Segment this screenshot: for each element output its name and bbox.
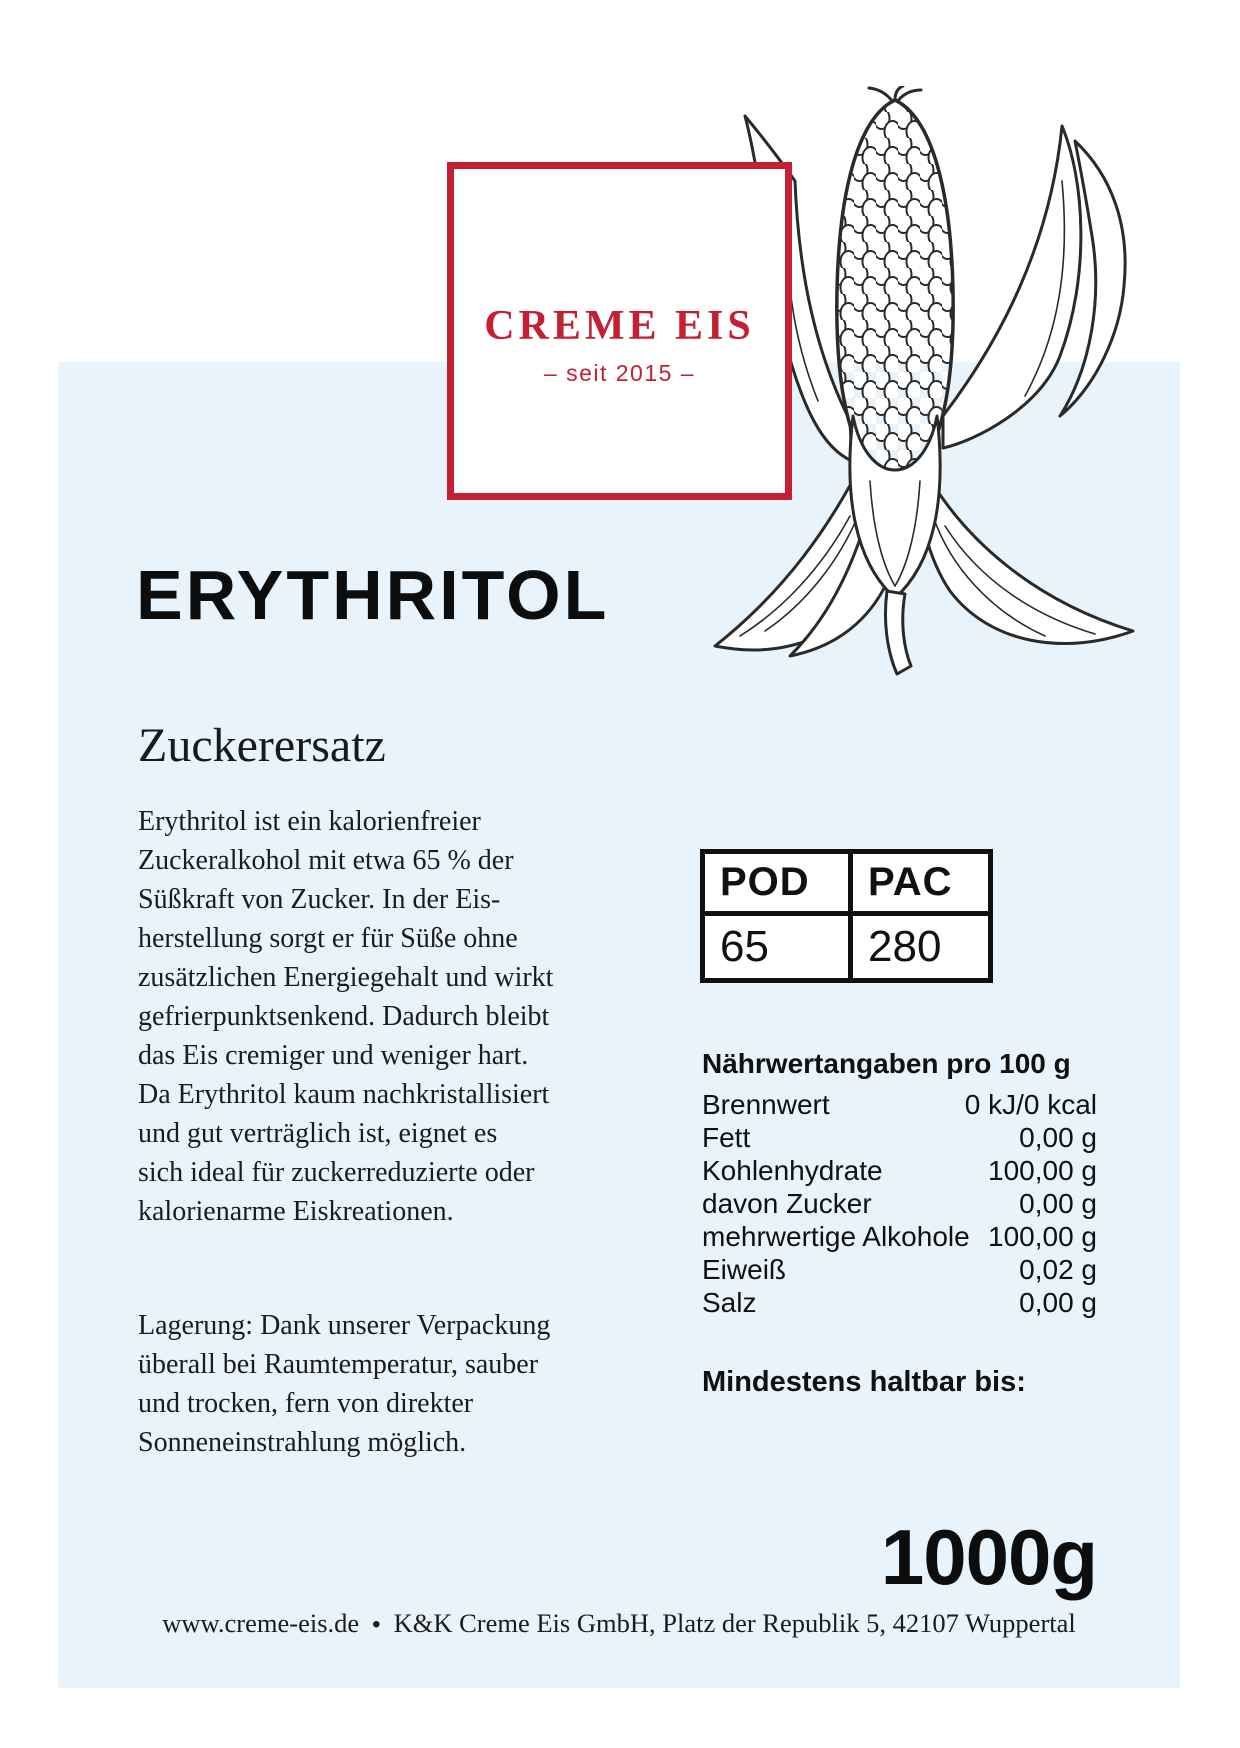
nutrition-value: 0 kJ/0 kcal — [964, 1089, 1097, 1120]
footer-line — [58, 1608, 1180, 1639]
sweetness-table — [700, 849, 993, 983]
nutrition-value: 0,02 g — [1019, 1254, 1097, 1285]
description-paragraph: Erythritol ist ein kalorienfreier Zuckeralkohol mit etwa 65 % der Süßkraft von Zucker. In der Eis- herstellung sorgt er für Süße ohne zusätzlichen Energiegehalt und wirkt gefrierpunktsenkend. Dadurch bleibt das Eis cremiger und weniger hart. Da Erythritol kaum nachkristallisiert und gut verträglich ist, eignet es sich ideal für zuckerreduzierte oder kalorienarme Eiskreationen. — [138, 806, 554, 1227]
nutrition-row — [702, 1154, 1097, 1187]
nutrition-label: mehrwertige Alkohole — [702, 1221, 970, 1252]
website-url: www.creme-eis.de — [162, 1608, 360, 1638]
pod-value-cell: 65 — [705, 916, 853, 978]
nutrition-row — [702, 1286, 1097, 1319]
storage-paragraph: Lagerung: Dank unserer Verpackung überall bei Raumtemperatur, sauber und trocken, fern von direkter Sonneneinstrahlung möglich. — [138, 1310, 551, 1458]
nutrition-value: 100,00 g — [988, 1155, 1097, 1186]
brand-tagline: – seit 2015 – — [543, 359, 696, 386]
product-subtitle: Zuckerersatz — [138, 719, 386, 772]
nutrition-value: 0,00 g — [1019, 1122, 1097, 1153]
pod-header-cell: POD — [705, 854, 853, 916]
nutrition-facts — [702, 1048, 1097, 1319]
nutrition-heading: Nährwertangaben pro 100 g — [702, 1048, 1071, 1079]
company-address: K&K Creme Eis GmbH, Platz der Republik 5, 42107 Wuppertal — [393, 1608, 1076, 1638]
nutrition-row — [702, 1253, 1097, 1286]
product-title: ERYTHRITOL — [136, 556, 610, 634]
nutrition-row — [702, 1220, 1097, 1253]
nutrition-value: 0,00 g — [1019, 1188, 1097, 1219]
brand-name: CREME EIS — [484, 302, 755, 349]
nutrition-label: Brennwert — [702, 1089, 830, 1120]
net-weight: 1000g — [880, 1513, 1097, 1601]
nutrition-label: Kohlenhydrate — [702, 1155, 883, 1186]
brand-logo-box — [447, 162, 792, 500]
nutrition-label: Fett — [702, 1122, 751, 1153]
nutrition-value: 100,00 g — [988, 1221, 1097, 1252]
pac-value-cell: 280 — [868, 922, 942, 971]
best-before-label: Mindestens haltbar bis: — [702, 1366, 1026, 1398]
nutrition-label: Eiweiß — [702, 1254, 787, 1285]
bullet-separator: • — [372, 1611, 381, 1638]
nutrition-label: davon Zucker — [702, 1188, 872, 1219]
nutrition-label: Salz — [702, 1287, 757, 1318]
nutrition-value: 0,00 g — [1019, 1287, 1097, 1318]
nutrition-row — [702, 1088, 1097, 1121]
nutrition-row — [702, 1121, 1097, 1154]
nutrition-row — [702, 1187, 1097, 1220]
pac-header-cell: PAC — [853, 854, 988, 916]
